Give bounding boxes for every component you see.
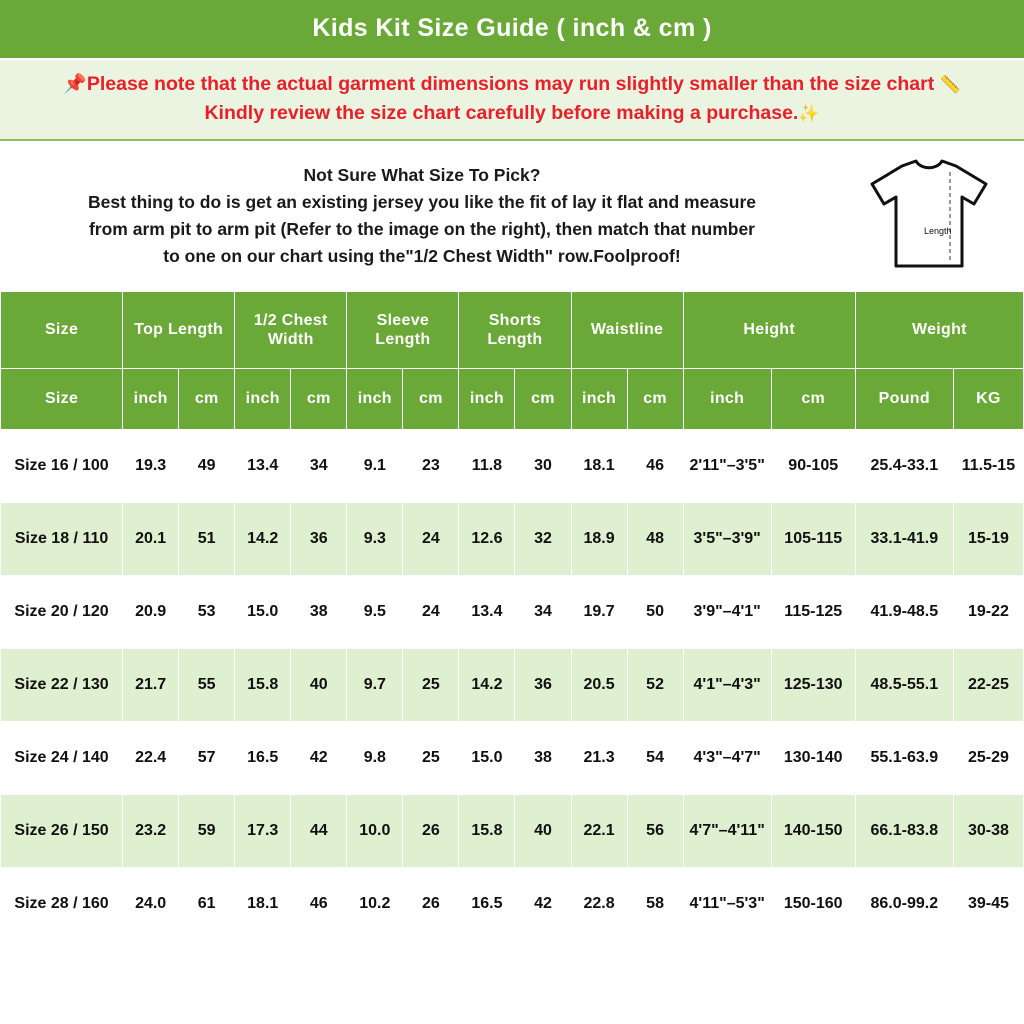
table-row — [1, 575, 1024, 648]
group-header-row — [1, 291, 1024, 368]
table-cell: 51 — [179, 502, 235, 575]
table-cell: 4'11"–5'3" — [683, 867, 771, 940]
table-cell: 15.0 — [459, 721, 515, 794]
group-header-waistline: Waistline — [571, 291, 683, 368]
diagram-length-label: Length — [924, 226, 952, 237]
table-cell: 59 — [179, 794, 235, 867]
table-cell: 39-45 — [953, 867, 1023, 940]
table-cell: 23.2 — [123, 794, 179, 867]
table-cell: 16.5 — [459, 867, 515, 940]
table-cell: 36 — [291, 502, 347, 575]
ruler-icon: 📏 — [939, 75, 961, 94]
table-cell: 32 — [515, 502, 571, 575]
table-cell: 10.0 — [347, 794, 403, 867]
row-size-label: Size 22 / 130 — [1, 648, 123, 721]
table-cell: 11.8 — [459, 429, 515, 502]
table-cell: 34 — [515, 575, 571, 648]
table-cell: 20.9 — [123, 575, 179, 648]
table-cell: 46 — [291, 867, 347, 940]
table-row — [1, 794, 1024, 867]
table-cell: 26 — [403, 867, 459, 940]
table-cell: 3'5"–3'9" — [683, 502, 771, 575]
unit-header-chest-cm: cm — [291, 368, 347, 429]
table-cell: 21.7 — [123, 648, 179, 721]
table-cell: 15-19 — [953, 502, 1023, 575]
table-body — [1, 429, 1024, 940]
unit-header-row — [1, 368, 1024, 429]
unit-header-weight-pound: Pound — [855, 368, 953, 429]
table-cell: 42 — [291, 721, 347, 794]
table-cell: 105-115 — [771, 502, 855, 575]
table-cell: 9.3 — [347, 502, 403, 575]
table-cell: 44 — [291, 794, 347, 867]
table-cell: 130-140 — [771, 721, 855, 794]
table-cell: 140-150 — [771, 794, 855, 867]
table-cell: 38 — [515, 721, 571, 794]
unit-header-weight-kg: KG — [953, 368, 1023, 429]
table-cell: 86.0-99.2 — [855, 867, 953, 940]
table-cell: 19.7 — [571, 575, 627, 648]
group-header-weight: Weight — [855, 291, 1023, 368]
table-cell: 48 — [627, 502, 683, 575]
table-cell: 30-38 — [953, 794, 1023, 867]
unit-header-shorts-cm: cm — [515, 368, 571, 429]
advice-line-2: from arm pit to arm pit (Refer to the image on the right), then match that number — [88, 218, 755, 239]
table-cell: 18.1 — [235, 867, 291, 940]
table-cell: 16.5 — [235, 721, 291, 794]
table-cell: 36 — [515, 648, 571, 721]
table-cell: 19-22 — [953, 575, 1023, 648]
table-cell: 40 — [291, 648, 347, 721]
table-cell: 90-105 — [771, 429, 855, 502]
table-cell: 46 — [627, 429, 683, 502]
table-cell: 15.8 — [459, 794, 515, 867]
unit-header-sleeve-inch: inch — [347, 368, 403, 429]
table-cell: 9.7 — [347, 648, 403, 721]
table-cell: 20.1 — [123, 502, 179, 575]
table-cell: 9.1 — [347, 429, 403, 502]
table-cell: 3'9"–4'1" — [683, 575, 771, 648]
tshirt-diagram — [834, 158, 1024, 273]
table-cell: 18.1 — [571, 429, 627, 502]
table-cell: 4'3"–4'7" — [683, 721, 771, 794]
table-cell: 2'11"–3'5" — [683, 429, 771, 502]
table-cell: 24 — [403, 502, 459, 575]
row-size-label: Size 20 / 120 — [1, 575, 123, 648]
unit-header-waist-cm: cm — [627, 368, 683, 429]
advice-section — [0, 141, 1024, 291]
table-cell: 25 — [403, 721, 459, 794]
table-cell: 50 — [627, 575, 683, 648]
group-header-height: Height — [683, 291, 855, 368]
table-cell: 49 — [179, 429, 235, 502]
table-cell: 150-160 — [771, 867, 855, 940]
table-cell: 17.3 — [235, 794, 291, 867]
note-text-2: Kindly review the size chart carefully before making a purchase. — [204, 101, 799, 124]
note-text-1: Please note that the actual garment dimensions may run slightly smaller than the size chart — [86, 73, 935, 95]
group-header-chest-width: 1/2 Chest Width — [235, 291, 347, 368]
note-line-1 — [14, 70, 1010, 99]
page-title: Kids Kit Size Guide ( inch & cm ) — [0, 0, 1024, 60]
table-cell: 22.8 — [571, 867, 627, 940]
table-cell: 25 — [403, 648, 459, 721]
table-row — [1, 721, 1024, 794]
table-cell: 55 — [179, 648, 235, 721]
table-cell: 9.8 — [347, 721, 403, 794]
table-cell: 115-125 — [771, 575, 855, 648]
group-header-shorts-length: Shorts Length — [459, 291, 571, 368]
table-cell: 55.1-63.9 — [855, 721, 953, 794]
table-cell: 42 — [515, 867, 571, 940]
unit-header-size: Size — [1, 368, 123, 429]
row-size-label: Size 16 / 100 — [1, 429, 123, 502]
table-cell: 66.1-83.8 — [855, 794, 953, 867]
table-cell: 10.2 — [347, 867, 403, 940]
table-cell: 34 — [291, 429, 347, 502]
table-cell: 11.5-15 — [953, 429, 1023, 502]
table-header — [1, 291, 1024, 429]
unit-header-shorts-inch: inch — [459, 368, 515, 429]
table-cell: 4'7"–4'11" — [683, 794, 771, 867]
table-cell: 14.2 — [459, 648, 515, 721]
pushpin-icon: 📌 — [63, 74, 87, 95]
table-cell: 9.5 — [347, 575, 403, 648]
table-cell: 18.9 — [571, 502, 627, 575]
advice-line-1: Best thing to do is get an existing jersey you like the fit of lay it flat and measure — [87, 191, 757, 212]
table-cell: 12.6 — [459, 502, 515, 575]
note-banner — [0, 60, 1024, 141]
table-cell: 53 — [179, 575, 235, 648]
tshirt-icon — [864, 158, 994, 273]
table-cell: 15.0 — [235, 575, 291, 648]
table-cell: 52 — [627, 648, 683, 721]
table-cell: 19.3 — [123, 429, 179, 502]
table-cell: 30 — [515, 429, 571, 502]
table-cell: 48.5-55.1 — [855, 648, 953, 721]
table-cell: 13.4 — [235, 429, 291, 502]
table-cell: 24.0 — [123, 867, 179, 940]
table-cell: 33.1-41.9 — [855, 502, 953, 575]
unit-header-top-length-inch: inch — [123, 368, 179, 429]
table-row — [1, 648, 1024, 721]
unit-header-chest-inch: inch — [235, 368, 291, 429]
note-line-2 — [14, 99, 1010, 127]
table-cell: 21.3 — [571, 721, 627, 794]
row-size-label: Size 18 / 110 — [1, 502, 123, 575]
table-cell: 22.4 — [123, 721, 179, 794]
row-size-label: Size 24 / 140 — [1, 721, 123, 794]
unit-header-top-length-cm: cm — [179, 368, 235, 429]
table-cell: 40 — [515, 794, 571, 867]
table-cell: 25-29 — [953, 721, 1023, 794]
table-cell: 26 — [403, 794, 459, 867]
unit-header-height-cm: cm — [771, 368, 855, 429]
table-cell: 38 — [291, 575, 347, 648]
table-cell: 41.9-48.5 — [855, 575, 953, 648]
size-chart-table — [0, 291, 1024, 941]
table-row — [1, 502, 1024, 575]
advice-question: Not Sure What Size To Pick? — [303, 164, 541, 185]
sparkle-icon: ✨ — [798, 103, 820, 123]
advice-text — [0, 162, 834, 271]
unit-header-sleeve-cm: cm — [403, 368, 459, 429]
advice-line-3: to one on our chart using the"1/2 Chest Width" row.Foolproof! — [163, 245, 681, 266]
table-cell: 56 — [627, 794, 683, 867]
group-header-sleeve-length: Sleeve Length — [347, 291, 459, 368]
table-cell: 24 — [403, 575, 459, 648]
table-cell: 13.4 — [459, 575, 515, 648]
table-cell: 61 — [179, 867, 235, 940]
table-cell: 125-130 — [771, 648, 855, 721]
table-cell: 23 — [403, 429, 459, 502]
table-row — [1, 867, 1024, 940]
unit-header-height-inch: inch — [683, 368, 771, 429]
table-cell: 20.5 — [571, 648, 627, 721]
row-size-label: Size 28 / 160 — [1, 867, 123, 940]
group-header-top-length: Top Length — [123, 291, 235, 368]
table-cell: 57 — [179, 721, 235, 794]
group-header-size: Size — [1, 291, 123, 368]
table-cell: 54 — [627, 721, 683, 794]
table-cell: 4'1"–4'3" — [683, 648, 771, 721]
row-size-label: Size 26 / 150 — [1, 794, 123, 867]
unit-header-waist-inch: inch — [571, 368, 627, 429]
table-cell: 58 — [627, 867, 683, 940]
table-cell: 15.8 — [235, 648, 291, 721]
table-row — [1, 429, 1024, 502]
table-cell: 14.2 — [235, 502, 291, 575]
table-cell: 25.4-33.1 — [855, 429, 953, 502]
table-cell: 22.1 — [571, 794, 627, 867]
table-cell: 22-25 — [953, 648, 1023, 721]
